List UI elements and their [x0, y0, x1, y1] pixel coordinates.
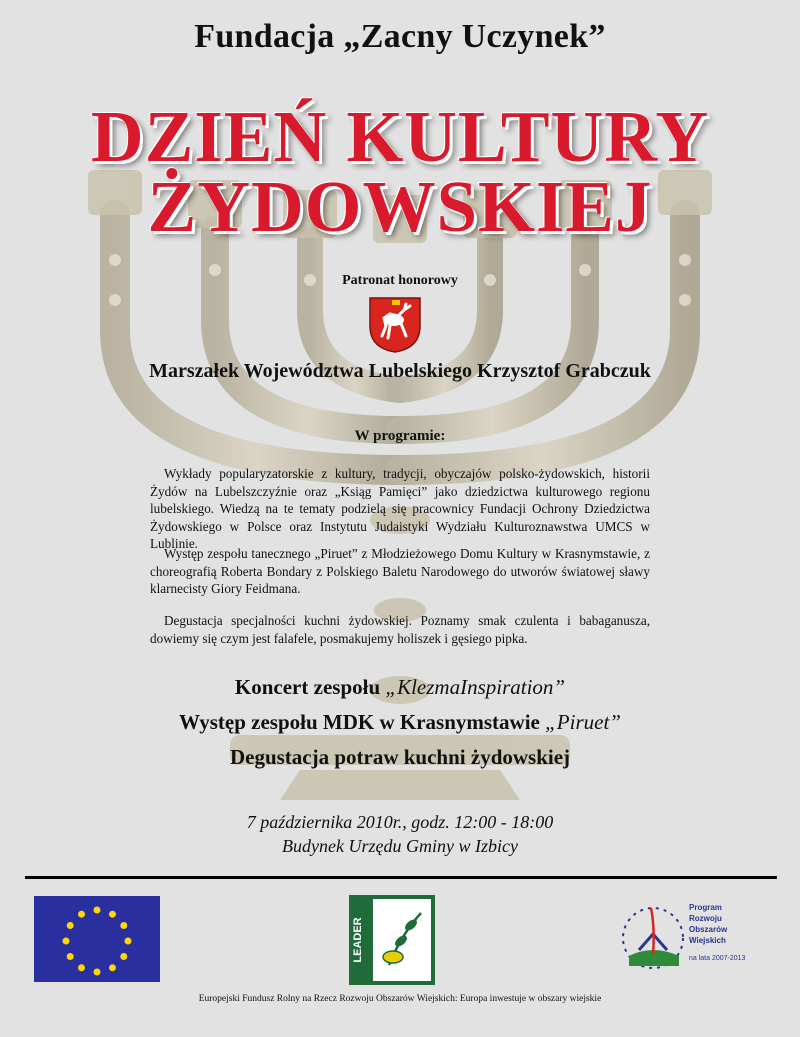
- event-title-line1: DZIEŃ KULTURY: [90, 96, 710, 177]
- prow-text-3: Obszarów: [689, 925, 728, 934]
- program-paragraph-text: Degustacja specjalności kuchni żydowskiej. Poznamy smak czulenta i babaganusza, dowiemy się czym jest falafele, posmakujemy holiszek i gęsiego pipka.: [150, 613, 650, 646]
- program-paragraph-lectures: [150, 465, 650, 553]
- event-date-time: 7 października 2010r., godz. 12:00 - 18:00: [246, 812, 554, 832]
- eu-flag-icon: [34, 896, 160, 982]
- divider: [25, 876, 777, 879]
- lublin-coat-of-arms-icon: [368, 296, 422, 354]
- event-title-line2: ŻYDOWSKIEJ: [147, 166, 653, 247]
- highlight-concert-prefix: Koncert zespołu: [234, 675, 381, 699]
- patron-name: Marszałek Województwa Lubelskiego Krzysztof Grabczuk: [149, 360, 651, 382]
- program-paragraph-text: Wykłady popularyzatorskie z kultury, tradycji, obyczajów polsko-żydowskich, historii Żydów na Lubelszczyźnie oraz „Ksiąg Pamięci” jako dziedzictwa kulturowego regionu lubelskiego. Wiedzą na te tematy podzielą się pracownicy Fundacji Ochrony Dziedzictwa Żydowskiego w Polsce oraz Instytutu Judaistyki Wydziału Kulturoznawstwa UMCS w Lublinie.: [150, 466, 650, 551]
- program-paragraph-text: Występ zespołu tanecznego „Piruet” z Młodzieżowego Domu Kultury w Krasnymstawie, z choreografią Roberta Bondary z Polskiego Baletu Narodowego do utworów światowej sławy klarnecisty Giory Feidmana.: [150, 546, 650, 596]
- prow-text-2: Rozwoju: [689, 914, 722, 923]
- leader-logo-icon: [349, 895, 435, 985]
- highlight-show-name: „Piruet”: [545, 710, 621, 734]
- highlight-show-prefix: Występ zespołu MDK w Krasnymstawie: [179, 710, 540, 734]
- patronage-label: Patronat honorowy: [342, 273, 458, 288]
- program-heading: W programie:: [354, 428, 446, 444]
- program-paragraph-dance: [150, 545, 650, 598]
- highlight-concert-band: „KlezmaInspiration”: [385, 675, 566, 699]
- prow-logo-icon: [615, 898, 775, 978]
- highlight-concert: [0, 675, 800, 700]
- leader-logo-text: LEADER: [352, 917, 364, 963]
- prow-text-5: na lata 2007-2013: [689, 955, 746, 962]
- prow-text-1: Program: [689, 903, 722, 912]
- footer-funding-note: Europejski Fundusz Rolny na Rzecz Rozwoju Obszarów Wiejskich: Europa inwestuje w obszary wiejskie: [198, 994, 602, 1004]
- program-paragraph-tasting: [150, 612, 650, 647]
- event-venue: Budynek Urzędu Gminy w Izbicy: [282, 836, 518, 856]
- highlight-show: [0, 710, 800, 735]
- foundation-name: Fundacja „Zacny Uczynek”: [194, 18, 606, 55]
- prow-text-4: Wiejskich: [689, 936, 726, 945]
- highlight-tasting: Degustacja potraw kuchni żydowskiej: [229, 745, 571, 769]
